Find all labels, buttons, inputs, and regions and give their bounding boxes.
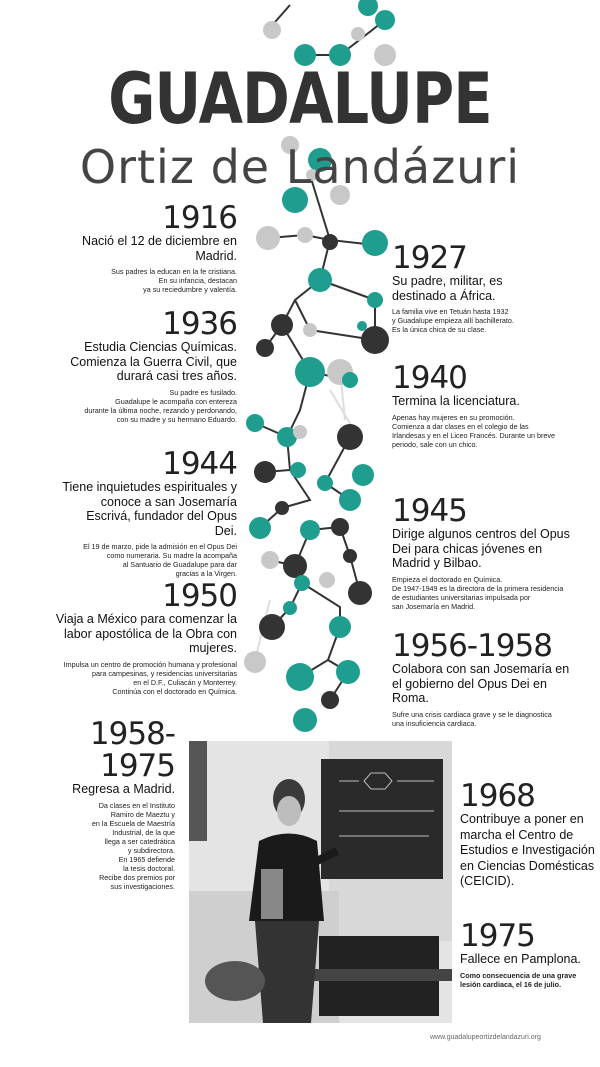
- event-year: 1927: [392, 240, 467, 276]
- event-year: 1940: [392, 360, 467, 396]
- event-body: Da clases en el Instituto Ramiro de Maeztu y en la Escuela de Maestría Industrial, de la que llega a ser catedrática y subdirectora. En 1965 defiende la tesis doctoral. Recibe dos premios por sus investigaciones.: [91, 800, 175, 891]
- event-body: Sus padres la educan en la fe cristiana. En su infancia, destacan ya su reciedumbre y valentía.: [111, 267, 237, 294]
- event-headline: Colabora con san Josemaría en el gobierno del Opus Dei en Roma.: [392, 662, 570, 705]
- event-year: 1958-1975: [89, 716, 175, 784]
- event-1940: [392, 362, 577, 449]
- event-headline: Regresa a Madrid.: [72, 782, 175, 796]
- title-surname: Ortiz de Landázuri: [79, 140, 521, 194]
- event-body: Como consecuencia de una grave lesión cardiaca, el 16 de julio.: [460, 970, 577, 989]
- event-headline: Estudia Ciencias Químicas. Comienza la Guerra Civil, que durará casi tres años.: [70, 340, 237, 383]
- title-name: GUADALUPE: [108, 58, 492, 140]
- event-body: La familia vive en Tetuán hasta 1932 y Guadalupe empieza allí bachillerato. Es la única chica de su clase.: [392, 307, 514, 334]
- event-1936: [60, 308, 237, 424]
- event-headline: Dirige algunos centros del Opus Dei para chicas jóvenes en Madrid y Bilbao.: [392, 527, 570, 570]
- event-1916: [70, 202, 237, 294]
- event-year: 1916: [162, 200, 237, 236]
- event-body: El 19 de marzo, pide la admisión en el Opus Dei como numeraria. Su madre la acompaña al Santuario de Guadalupe para dar gracias a la Virgen.: [83, 542, 237, 578]
- event-year: 1950: [162, 578, 237, 614]
- event-1945: [392, 495, 582, 611]
- event-year: 1975: [460, 918, 535, 954]
- event-headline: Contribuye a poner en marcha el Centro de Estudios e Investigación en Ciencias Domésticas (CEICID).: [460, 812, 595, 888]
- event-year: 1945: [392, 493, 467, 529]
- event-year: 1944: [162, 446, 237, 482]
- website-url[interactable]: www.guadalupeortizdelandazuri.org: [430, 1034, 541, 1041]
- event-year: 1936: [162, 306, 237, 342]
- event-1968: [460, 780, 598, 890]
- event-body: Impulsa un centro de promoción humana y profesional para campesinas, y residencias universitarias en el D.F., Culiacán y Monterrey. Continúa con el doctorado en Química.: [63, 659, 237, 696]
- event-headline: Viaja a México para comenzar la labor apostólica de la Obra con mujeres.: [55, 612, 237, 655]
- event-1975: [460, 920, 598, 989]
- event-body: Apenas hay mujeres en su promoción. Comienza a dar clases en el colegio de las Irlandesas y en el Liceo Francés. Durante un breve periodo, sale con un chico.: [392, 412, 556, 449]
- event-headline: Su padre, militar, es destinado a África.: [392, 274, 503, 303]
- event-headline: Tiene inquietudes espirituales y conoce a san Josemaría Escrivá, fundador del Opus Dei.: [62, 480, 237, 538]
- event-year: 1968: [460, 778, 535, 814]
- event-1927: [392, 242, 552, 334]
- event-headline: Fallece en Pamplona.: [460, 952, 581, 966]
- event-headline: Nació el 12 de diciembre en Madrid.: [82, 234, 237, 263]
- event-headline: Termina la licenciatura.: [392, 394, 520, 408]
- photo-guadalupe-blackboard: [189, 741, 452, 1023]
- event-year: 1956-1958: [392, 628, 552, 664]
- event-body: Sufre una crisis cardiaca grave y se le diagnostica una insuficiencia cardiaca.: [392, 709, 552, 728]
- event-1950: [40, 580, 237, 696]
- event-1956-1958: [392, 630, 582, 728]
- event-body: Su padre es fusilado. Guadalupe le acompaña con entereza durante la última noche, rezando y perdonando, con su madre y su hermano Eduardo.: [84, 387, 237, 424]
- event-body: Empieza el doctorado en Química. De 1947-1949 es la directora de la primera residencia de estudiantes universitarias impulsada por san Josemaría en Madrid.: [392, 574, 564, 611]
- event-1944: [62, 448, 237, 578]
- event-1958-1975: [60, 718, 175, 891]
